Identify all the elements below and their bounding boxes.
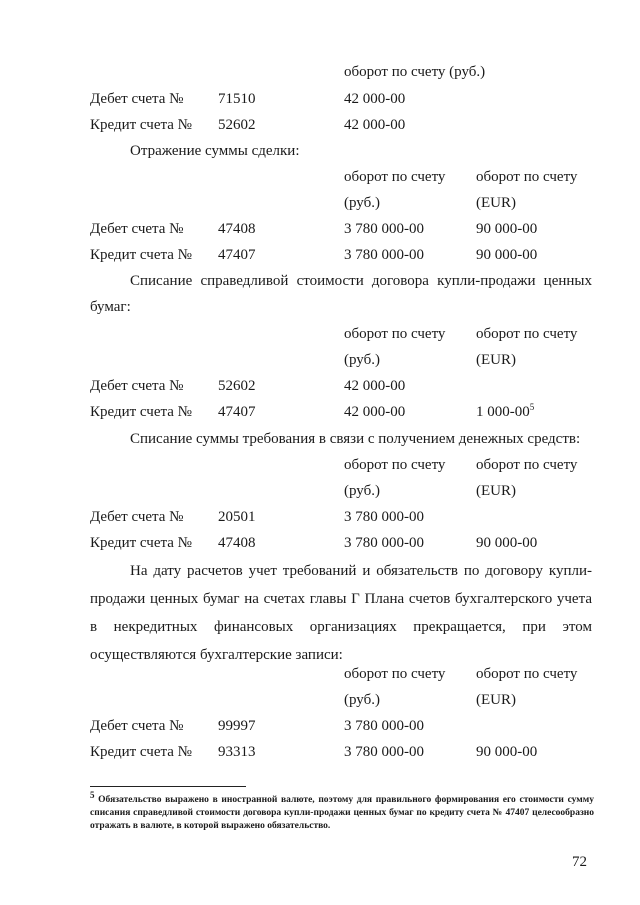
amount-eur: 1 000-00 bbox=[476, 404, 530, 420]
column-header-rub: оборот по счету (руб.) bbox=[344, 64, 486, 80]
amount-rub: 42 000-00 bbox=[344, 91, 406, 107]
account-number: 47408 bbox=[218, 221, 256, 237]
amount-eur: 90 000-00 bbox=[476, 535, 538, 551]
entry-label: Дебет счета № bbox=[90, 378, 184, 394]
column-header-eur: оборот по счету bbox=[476, 326, 578, 342]
entry-row bbox=[0, 402, 640, 422]
entry-row bbox=[0, 742, 640, 762]
column-header-eur: оборот по счету bbox=[476, 169, 578, 185]
b2-header-2 bbox=[0, 193, 640, 213]
column-header-rub: оборот по счету bbox=[344, 326, 446, 342]
account-number: 47408 bbox=[218, 535, 256, 551]
footnote-reference[interactable]: 5 bbox=[529, 402, 535, 412]
footnote-text: Обязательство выражено в иностранной валюте, поэтому для правильного формирования его стоимости сумму списания справедливой стоимости договора купли-продажи ценных бумаг по кредиту счета № 47407 целесообразно отражать в валюте, в которой выражено обязательство. bbox=[90, 795, 594, 831]
entry-label: Дебет счета № bbox=[90, 221, 184, 237]
footnote-divider bbox=[90, 786, 246, 787]
column-header-eur: оборот по счету bbox=[476, 666, 578, 682]
b2-header-1 bbox=[0, 167, 640, 187]
amount-eur-with-footnote bbox=[476, 402, 534, 422]
entry-row bbox=[0, 219, 640, 239]
column-unit-rub: (руб.) bbox=[344, 692, 380, 708]
b5-paragraph bbox=[90, 557, 592, 669]
b5-header-1 bbox=[0, 664, 640, 684]
amount-eur: 90 000-00 bbox=[476, 744, 538, 760]
column-header-eur: оборот по счету bbox=[476, 457, 578, 473]
entry-label: Кредит счета № bbox=[90, 117, 192, 133]
column-unit-eur: (EUR) bbox=[476, 352, 516, 368]
footnote bbox=[90, 789, 594, 833]
account-number: 71510 bbox=[218, 91, 256, 107]
entry-label: Дебет счета № bbox=[90, 91, 184, 107]
entry-row bbox=[0, 89, 640, 109]
entry-label: Дебет счета № bbox=[90, 718, 184, 734]
column-header-rub: оборот по счету bbox=[344, 457, 446, 473]
amount-rub: 3 780 000-00 bbox=[344, 535, 424, 551]
account-number: 20501 bbox=[218, 509, 256, 525]
entry-label: Кредит счета № bbox=[90, 744, 192, 760]
amount-rub: 3 780 000-00 bbox=[344, 221, 424, 237]
amount-eur: 90 000-00 bbox=[476, 247, 538, 263]
b4-caption-line bbox=[0, 429, 640, 449]
b3-header-2 bbox=[0, 350, 640, 370]
amount-rub: 42 000-00 bbox=[344, 117, 406, 133]
section-caption: Списание справедливой стоимости договора купли-продажи ценных бумаг: bbox=[90, 273, 592, 315]
page-number: 72 bbox=[572, 854, 587, 870]
entry-row bbox=[0, 115, 640, 135]
account-number: 52602 bbox=[218, 117, 256, 133]
amount-rub: 3 780 000-00 bbox=[344, 509, 424, 525]
amount-rub: 42 000-00 bbox=[344, 378, 406, 394]
b4-header-1 bbox=[0, 455, 640, 475]
account-number: 52602 bbox=[218, 378, 256, 394]
entry-label: Дебет счета № bbox=[90, 509, 184, 525]
entry-row bbox=[0, 245, 640, 265]
footnote-marker: 5 bbox=[90, 789, 95, 800]
entry-row bbox=[0, 716, 640, 736]
account-number: 47407 bbox=[218, 404, 256, 420]
section-caption: Отражение суммы сделки: bbox=[130, 143, 300, 159]
column-unit-rub: (руб.) bbox=[344, 352, 380, 368]
entry-row bbox=[0, 507, 640, 527]
column-unit-rub: (руб.) bbox=[344, 195, 380, 211]
entry-label: Кредит счета № bbox=[90, 247, 192, 263]
column-unit-eur: (EUR) bbox=[476, 483, 516, 499]
section-caption: Списание суммы требования в связи с получением денежных средств: bbox=[130, 431, 581, 447]
b2-caption-line bbox=[0, 141, 640, 161]
body-paragraph: На дату расчетов учет требований и обязательств по договору купли-продажи ценных бумаг на счетах главы Г Плана счетов бухгалтерского учета в некредитных финансовых организациях прекращается, при этом осуществляются бухгалтерские записи: bbox=[90, 563, 592, 663]
entry-row bbox=[0, 533, 640, 553]
account-number: 99997 bbox=[218, 718, 256, 734]
column-header-rub: оборот по счету bbox=[344, 666, 446, 682]
b3-header-1 bbox=[0, 324, 640, 344]
amount-rub: 3 780 000-00 bbox=[344, 247, 424, 263]
amount-rub: 3 780 000-00 bbox=[344, 744, 424, 760]
entry-row bbox=[0, 376, 640, 396]
column-header-rub: оборот по счету bbox=[344, 169, 446, 185]
entry-label: Кредит счета № bbox=[90, 535, 192, 551]
amount-rub: 42 000-00 bbox=[344, 404, 406, 420]
account-number: 93313 bbox=[218, 744, 256, 760]
amount-rub: 3 780 000-00 bbox=[344, 718, 424, 734]
account-number: 47407 bbox=[218, 247, 256, 263]
column-unit-rub: (руб.) bbox=[344, 483, 380, 499]
b3-caption bbox=[90, 268, 592, 320]
b1-header bbox=[0, 62, 640, 82]
b4-header-2 bbox=[0, 481, 640, 501]
column-unit-eur: (EUR) bbox=[476, 692, 516, 708]
column-unit-eur: (EUR) bbox=[476, 195, 516, 211]
entry-label: Кредит счета № bbox=[90, 404, 192, 420]
b5-header-2 bbox=[0, 690, 640, 710]
amount-eur: 90 000-00 bbox=[476, 221, 538, 237]
